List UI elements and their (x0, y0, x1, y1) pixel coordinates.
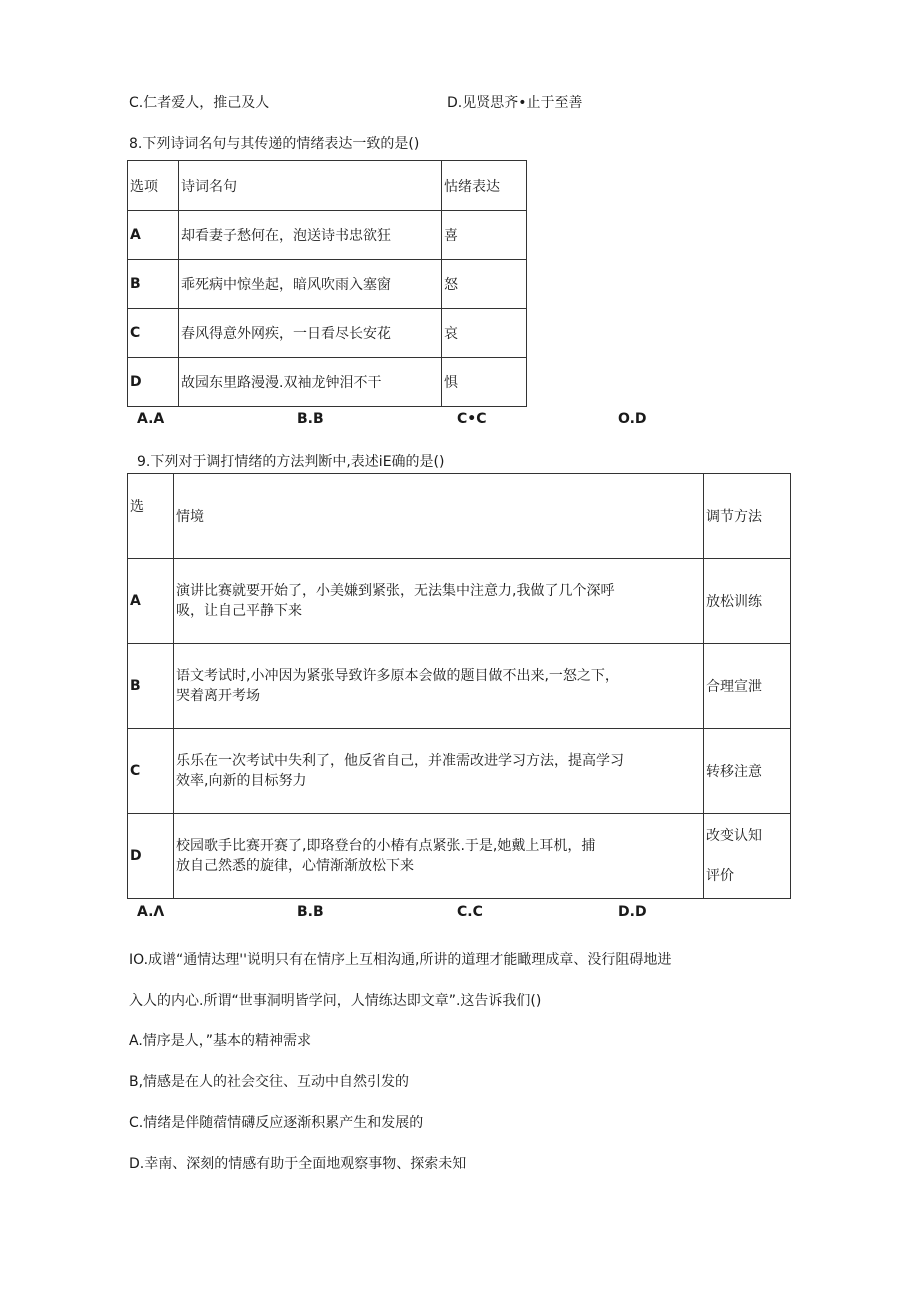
q8-row-emotion: 哀 (442, 309, 527, 358)
table-row (128, 729, 791, 814)
situation-line: 语文考试时,小冲因为紧张导致许多原本会做的题目做不出来,一怒之下， (176, 668, 619, 684)
q9-row-method: 转移注意 (704, 729, 791, 814)
q8-row-emotion: 喜 (442, 211, 527, 260)
q9-row-option: B (128, 644, 174, 729)
situation-line: 校园歌手比赛开赛了,即珞登台的小椿有点紧张.于是,她戴上耳机，捕 (176, 838, 596, 854)
q10-option-a: A.情序是人，”基本的精神需求 (129, 1033, 312, 1049)
q8-row-verse: 春风得意外网疾，一日看尽长安花 (179, 309, 442, 358)
q9-header-situation: 情境 (174, 474, 704, 559)
option-d: D.见贤思齐•止于至善 (447, 95, 583, 111)
q8-row-option: D (128, 358, 179, 407)
q9-row-situation (174, 814, 704, 899)
q9-header-option: 选 (128, 474, 174, 559)
situation-line: 效率,向新的目标努力 (176, 773, 307, 789)
q9-header-row (128, 474, 791, 559)
q9-row-situation (174, 559, 704, 644)
q8-answer-a: A.A (137, 411, 165, 427)
q9-row-situation (174, 644, 704, 729)
method-line: 改变认知 (706, 828, 762, 844)
table-row (128, 358, 527, 407)
table-row (128, 814, 791, 899)
q9-answer-b: B.B (297, 904, 324, 920)
q9-header-method: 调节方法 (704, 474, 791, 559)
q10-stem-line2: 入人的内心.所谓“世事洞明皆学问，人情练达即文章”.这告诉我们() (129, 993, 542, 1009)
table-row (128, 309, 527, 358)
q10-option-c: C.情绪是伴随蓿情礴反应逐渐积累产生和发展的 (129, 1115, 424, 1131)
situation-line: 哭着离开考场 (176, 688, 260, 704)
q8-header-verse: 诗词名句 (179, 161, 442, 211)
q8-table (127, 160, 527, 407)
option-c: C.仁者爱人，推己及人 (129, 95, 270, 111)
table-row (128, 559, 791, 644)
q8-answer-c: C•C (457, 411, 487, 427)
q8-row-emotion: 怒 (442, 260, 527, 309)
q8-row-option: C (128, 309, 179, 358)
q8-header-emotion: 怙绪表达 (442, 161, 527, 211)
q9-table (127, 473, 791, 899)
q8-row-verse: 乖死病中惊坐起，暗风吹雨入塞窗 (179, 260, 442, 309)
q8-stem: 8.下列诗词名句与其传递的情绪表达一致的是() (129, 136, 420, 152)
q9-answer-d: D.D (618, 904, 647, 920)
q8-row-option: A (128, 211, 179, 260)
q10-option-d: D.幸南、深刻的情感有助于全面地观察事物、探索未知 (129, 1156, 467, 1172)
q8-header-row (128, 161, 527, 211)
table-row (128, 644, 791, 729)
q9-row-method: 放松训练 (704, 559, 791, 644)
table-row (128, 211, 527, 260)
q8-row-option: B (128, 260, 179, 309)
q9-row-option: A (128, 559, 174, 644)
q8-row-verse: 却看妻子愁何在，泡送诗书忠欲狂 (179, 211, 442, 260)
q9-row-option: D (128, 814, 174, 899)
q10-option-b: B,情感是在人的社会交往、互动中自然引发的 (129, 1074, 410, 1090)
q9-row-situation (174, 729, 704, 814)
table-row (128, 260, 527, 309)
situation-line: 乐乐在一次考试中失利了，他反省自己，并准需改进学习方法，提高学习 (176, 753, 624, 769)
q8-row-emotion: 惧 (442, 358, 527, 407)
situation-line: 演讲比赛就要开始了，小美嫌到紧张，无法集中注意力,我做了几个深呼 (176, 583, 615, 599)
q8-row-verse: 故园东里路漫漫.双袖龙钟泪不干 (179, 358, 442, 407)
q10-stem-line1: IO.成谱“通情达理''说明只有在情序上互相沟通,所讲的道理才能瞰理成章、没行阻碍地进 (129, 952, 672, 968)
q8-answer-d: O.D (618, 411, 647, 427)
q8-answer-b: B.B (297, 411, 324, 427)
q9-row-method (704, 814, 791, 899)
method-line: 评价 (706, 868, 734, 884)
q9-stem: 9.下列对于调打情绪的方法判断中,表述iE确的是() (137, 454, 445, 470)
q9-answer-c: C.C (457, 904, 483, 920)
situation-line: 放自己然悉的旋律，心情渐渐放松下来 (176, 858, 414, 874)
q9-answer-a: A.Λ (137, 904, 165, 920)
q9-row-method: 合理宣泄 (704, 644, 791, 729)
q9-row-option: C (128, 729, 174, 814)
situation-line: 吸，让自己平静下来 (176, 603, 302, 619)
q8-header-option: 选项 (128, 161, 179, 211)
